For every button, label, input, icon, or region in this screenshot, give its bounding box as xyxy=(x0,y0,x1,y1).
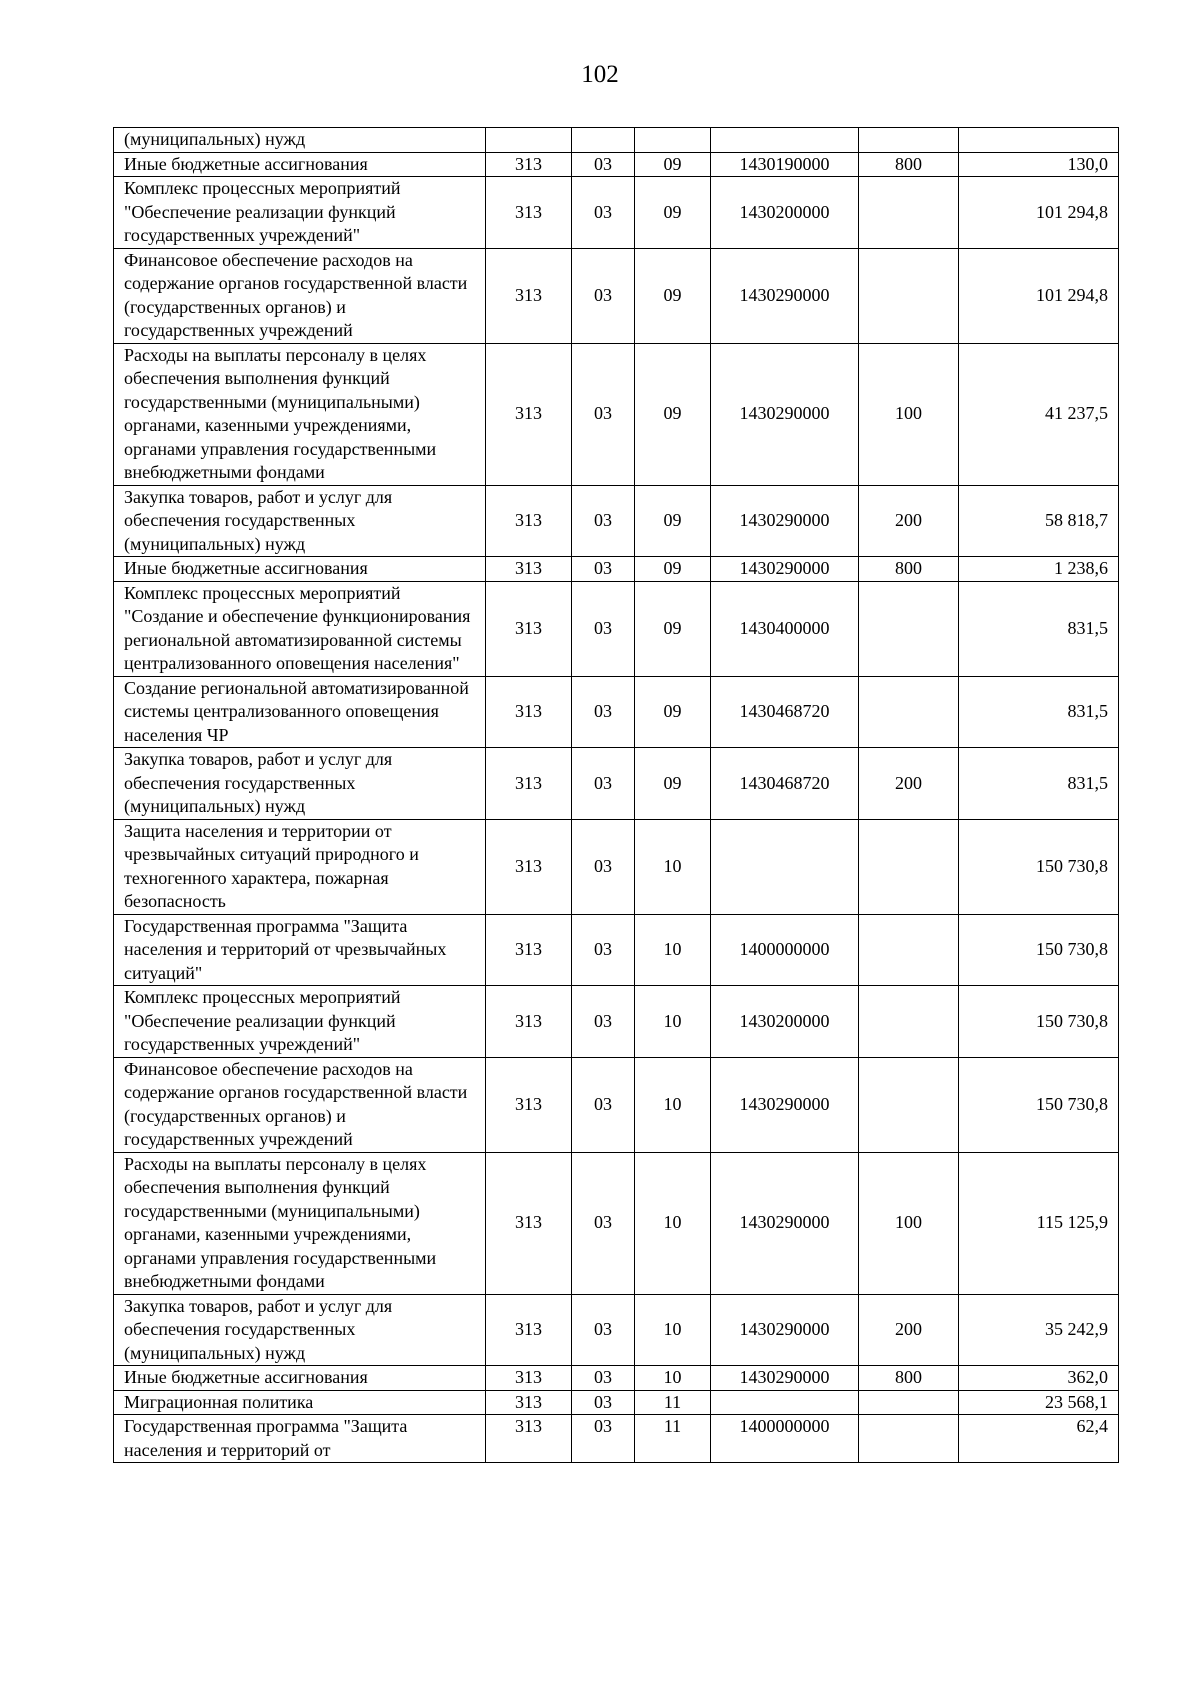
subsection-code-cell: 09 xyxy=(635,248,711,343)
subsection-code-cell: 10 xyxy=(635,1152,711,1294)
expense-type-cell xyxy=(859,177,959,249)
section-code-cell: 03 xyxy=(572,1390,635,1415)
subsection-code-cell: 09 xyxy=(635,581,711,676)
expense-type-cell: 800 xyxy=(859,1366,959,1391)
name-cell: Иные бюджетные ассигнования xyxy=(114,557,486,582)
amount-cell: 831,5 xyxy=(959,581,1119,676)
target-article-cell: 1430200000 xyxy=(711,986,859,1058)
table-row xyxy=(114,1390,1119,1415)
table-row xyxy=(114,748,1119,820)
section-code-cell: 03 xyxy=(572,581,635,676)
ministry-code-cell: 313 xyxy=(486,581,572,676)
subsection-code-cell: 09 xyxy=(635,343,711,485)
section-code-cell: 03 xyxy=(572,1057,635,1152)
amount-cell: 62,4 xyxy=(959,1415,1119,1463)
expense-type-cell: 100 xyxy=(859,1152,959,1294)
ministry-code-cell: 313 xyxy=(486,343,572,485)
table-row xyxy=(114,986,1119,1058)
ministry-code-cell: 313 xyxy=(486,748,572,820)
name-cell: Закупка товаров, работ и услуг для обеспечения государственных (муниципальных) нужд xyxy=(114,485,486,557)
expense-type-cell: 200 xyxy=(859,1294,959,1366)
ministry-code-cell: 313 xyxy=(486,1294,572,1366)
name-cell: Комплекс процессных мероприятий "Обеспечение реализации функций государственных учреждений" xyxy=(114,177,486,249)
expense-type-cell: 800 xyxy=(859,557,959,582)
name-cell: Иные бюджетные ассигнования xyxy=(114,152,486,177)
target-article-cell: 1430290000 xyxy=(711,1294,859,1366)
expense-type-cell xyxy=(859,819,959,914)
page-number: 102 xyxy=(581,61,619,88)
target-article-cell: 1400000000 xyxy=(711,1415,859,1463)
subsection-code-cell: 09 xyxy=(635,485,711,557)
amount-cell xyxy=(959,128,1119,153)
expense-type-cell xyxy=(859,128,959,153)
target-article-cell: 1430290000 xyxy=(711,1366,859,1391)
subsection-code-cell: 10 xyxy=(635,1057,711,1152)
table-row xyxy=(114,1057,1119,1152)
amount-cell: 831,5 xyxy=(959,748,1119,820)
ministry-code-cell: 313 xyxy=(486,819,572,914)
name-cell: Комплекс процессных мероприятий "Создание и обеспечение функционирования региональной автоматизированной системы централизованного оповещения населения" xyxy=(114,581,486,676)
ministry-code-cell: 313 xyxy=(486,676,572,748)
table-row xyxy=(114,177,1119,249)
amount-cell: 41 237,5 xyxy=(959,343,1119,485)
expense-type-cell: 200 xyxy=(859,748,959,820)
table-row xyxy=(114,1152,1119,1294)
amount-cell: 831,5 xyxy=(959,676,1119,748)
table-row xyxy=(114,1366,1119,1391)
section-code-cell: 03 xyxy=(572,248,635,343)
section-code-cell: 03 xyxy=(572,1415,635,1463)
amount-cell: 362,0 xyxy=(959,1366,1119,1391)
expense-type-cell xyxy=(859,581,959,676)
expense-type-cell xyxy=(859,1415,959,1463)
table-row xyxy=(114,343,1119,485)
ministry-code-cell: 313 xyxy=(486,986,572,1058)
subsection-code-cell: 10 xyxy=(635,986,711,1058)
target-article-cell: 1430290000 xyxy=(711,557,859,582)
ministry-code-cell: 313 xyxy=(486,1415,572,1463)
table-row xyxy=(114,1294,1119,1366)
table-row xyxy=(114,152,1119,177)
table-row xyxy=(114,1415,1119,1463)
subsection-code-cell: 10 xyxy=(635,1294,711,1366)
subsection-code-cell: 09 xyxy=(635,748,711,820)
target-article-cell: 1430290000 xyxy=(711,343,859,485)
table-row xyxy=(114,581,1119,676)
amount-cell: 58 818,7 xyxy=(959,485,1119,557)
name-cell: Расходы на выплаты персоналу в целях обеспечения выполнения функций государственными (муниципальными) органами, казенными учреждениями, органами управления государственными внебюджетными фондами xyxy=(114,343,486,485)
section-code-cell: 03 xyxy=(572,1294,635,1366)
name-cell: Закупка товаров, работ и услуг для обеспечения государственных (муниципальных) нужд xyxy=(114,748,486,820)
table-row xyxy=(114,914,1119,986)
ministry-code-cell: 313 xyxy=(486,1366,572,1391)
expense-type-cell xyxy=(859,914,959,986)
name-cell: Создание региональной автоматизированной системы централизованного оповещения населения ЧР xyxy=(114,676,486,748)
subsection-code-cell: 09 xyxy=(635,152,711,177)
section-code-cell: 03 xyxy=(572,557,635,582)
name-cell: Государственная программа "Защита населения и территорий от xyxy=(114,1415,486,1463)
expense-type-cell xyxy=(859,986,959,1058)
target-article-cell: 1430200000 xyxy=(711,177,859,249)
table-row xyxy=(114,248,1119,343)
target-article-cell: 1400000000 xyxy=(711,914,859,986)
section-code-cell: 03 xyxy=(572,485,635,557)
ministry-code-cell: 313 xyxy=(486,177,572,249)
ministry-code-cell: 313 xyxy=(486,485,572,557)
table-row xyxy=(114,676,1119,748)
expense-type-cell: 800 xyxy=(859,152,959,177)
name-cell: Государственная программа "Защита населения и территорий от чрезвычайных ситуаций" xyxy=(114,914,486,986)
name-cell: Расходы на выплаты персоналу в целях обеспечения выполнения функций государственными (муниципальными) органами, казенными учреждениями, органами управления государственными внебюджетными фондами xyxy=(114,1152,486,1294)
name-cell: Защита населения и территории от чрезвычайных ситуаций природного и техногенного характера, пожарная безопасность xyxy=(114,819,486,914)
subsection-code-cell: 10 xyxy=(635,1366,711,1391)
ministry-code-cell: 313 xyxy=(486,248,572,343)
section-code-cell xyxy=(572,128,635,153)
target-article-cell: 1430190000 xyxy=(711,152,859,177)
name-cell: Иные бюджетные ассигнования xyxy=(114,1366,486,1391)
expense-type-cell xyxy=(859,676,959,748)
name-cell: Финансовое обеспечение расходов на содержание органов государственной власти (государственных органов) и государственных учреждений xyxy=(114,1057,486,1152)
target-article-cell xyxy=(711,1390,859,1415)
section-code-cell: 03 xyxy=(572,1152,635,1294)
ministry-code-cell: 313 xyxy=(486,1390,572,1415)
ministry-code-cell: 313 xyxy=(486,557,572,582)
table-row xyxy=(114,485,1119,557)
table-row xyxy=(114,819,1119,914)
expense-type-cell: 100 xyxy=(859,343,959,485)
section-code-cell: 03 xyxy=(572,676,635,748)
target-article-cell xyxy=(711,128,859,153)
amount-cell: 150 730,8 xyxy=(959,986,1119,1058)
subsection-code-cell: 09 xyxy=(635,676,711,748)
section-code-cell: 03 xyxy=(572,343,635,485)
amount-cell: 130,0 xyxy=(959,152,1119,177)
subsection-code-cell: 09 xyxy=(635,557,711,582)
subsection-code-cell: 10 xyxy=(635,914,711,986)
name-cell: Финансовое обеспечение расходов на содержание органов государственной власти (государственных органов) и государственных учреждений xyxy=(114,248,486,343)
subsection-code-cell: 11 xyxy=(635,1390,711,1415)
subsection-code-cell xyxy=(635,128,711,153)
target-article-cell: 1430290000 xyxy=(711,1152,859,1294)
expense-type-cell xyxy=(859,1390,959,1415)
amount-cell: 150 730,8 xyxy=(959,1057,1119,1152)
amount-cell: 101 294,8 xyxy=(959,177,1119,249)
name-cell: (муниципальных) нужд xyxy=(114,128,486,153)
section-code-cell: 03 xyxy=(572,819,635,914)
amount-cell: 1 238,6 xyxy=(959,557,1119,582)
subsection-code-cell: 10 xyxy=(635,819,711,914)
expense-type-cell: 200 xyxy=(859,485,959,557)
expense-type-cell xyxy=(859,1057,959,1152)
ministry-code-cell: 313 xyxy=(486,152,572,177)
target-article-cell: 1430400000 xyxy=(711,581,859,676)
section-code-cell: 03 xyxy=(572,986,635,1058)
table-row xyxy=(114,557,1119,582)
amount-cell: 150 730,8 xyxy=(959,819,1119,914)
section-code-cell: 03 xyxy=(572,152,635,177)
target-article-cell xyxy=(711,819,859,914)
name-cell: Закупка товаров, работ и услуг для обеспечения государственных (муниципальных) нужд xyxy=(114,1294,486,1366)
ministry-code-cell: 313 xyxy=(486,1152,572,1294)
target-article-cell: 1430468720 xyxy=(711,748,859,820)
amount-cell: 101 294,8 xyxy=(959,248,1119,343)
ministry-code-cell xyxy=(486,128,572,153)
table-body xyxy=(114,128,1119,1463)
section-code-cell: 03 xyxy=(572,177,635,249)
amount-cell: 115 125,9 xyxy=(959,1152,1119,1294)
expense-type-cell xyxy=(859,248,959,343)
subsection-code-cell: 11 xyxy=(635,1415,711,1463)
section-code-cell: 03 xyxy=(572,748,635,820)
table-row xyxy=(114,128,1119,153)
name-cell: Комплекс процессных мероприятий "Обеспечение реализации функций государственных учреждений" xyxy=(114,986,486,1058)
target-article-cell: 1430290000 xyxy=(711,485,859,557)
section-code-cell: 03 xyxy=(572,1366,635,1391)
ministry-code-cell: 313 xyxy=(486,1057,572,1152)
section-code-cell: 03 xyxy=(572,914,635,986)
budget-table xyxy=(113,127,1119,1463)
name-cell: Миграционная политика xyxy=(114,1390,486,1415)
amount-cell: 23 568,1 xyxy=(959,1390,1119,1415)
subsection-code-cell: 09 xyxy=(635,177,711,249)
amount-cell: 35 242,9 xyxy=(959,1294,1119,1366)
ministry-code-cell: 313 xyxy=(486,914,572,986)
amount-cell: 150 730,8 xyxy=(959,914,1119,986)
target-article-cell: 1430468720 xyxy=(711,676,859,748)
target-article-cell: 1430290000 xyxy=(711,248,859,343)
target-article-cell: 1430290000 xyxy=(711,1057,859,1152)
